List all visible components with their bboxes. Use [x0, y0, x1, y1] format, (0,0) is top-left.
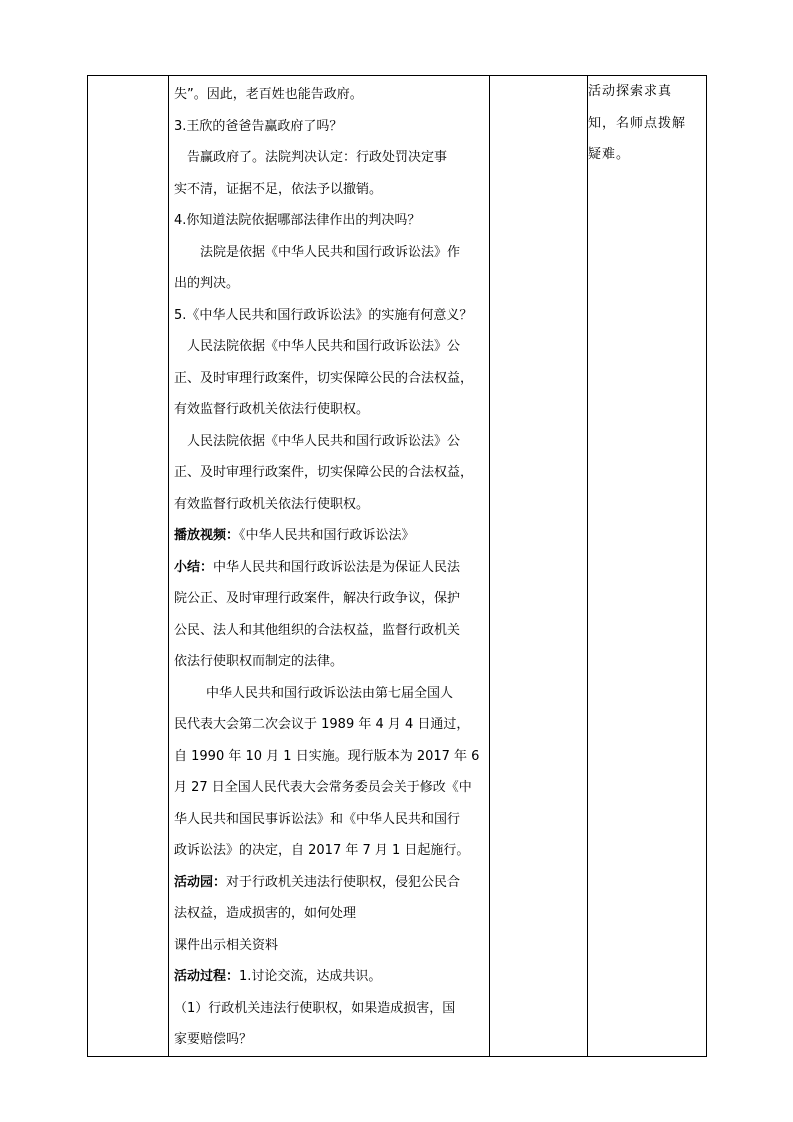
answer-line: 实不清，证据不足，依法予以撤销。 — [174, 181, 383, 197]
table-row — [88, 76, 707, 1057]
side-line: 疑难。 — [588, 147, 631, 162]
text-line: 法权益，造成损害的，如何处理 — [174, 906, 357, 921]
design-intent-cell — [588, 76, 707, 1057]
side-line: 活动探索求真 — [588, 84, 673, 99]
question-line: 3.王欣的爸爸告赢政府了吗？ — [174, 118, 343, 134]
text-line: 院公正、及时审理行政案件，解决行政争议，保护 — [174, 591, 461, 606]
summary-label: 小结： — [174, 559, 214, 575]
text-line: 失”。因此，老百姓也能告政府。 — [174, 87, 363, 102]
text-line: 民代表大会第二次会议于 1989 年 4 月 4 日通过， — [174, 717, 470, 732]
text-line: 中华人民共和国行政诉讼法由第七届全国人 — [206, 685, 454, 701]
text-line: 自 1990 年 10 月 1 日实施。现行版本为 2017 年 6 — [174, 748, 480, 764]
summary-text: 中华人民共和国行政诉讼法是为保证人民法 — [213, 559, 461, 575]
text-line: 政诉讼法》的决定，自 2017 年 7 月 1 日起施行。 — [174, 843, 470, 858]
answer-line: 告赢政府了。法院判决认定：行政处罚决定事 — [187, 150, 448, 165]
answer-line: 正、及时审理行政案件，切实保障公民的合法权益， — [174, 370, 474, 386]
question-line: 4.你知道法院依据哪部法律作出的判决吗？ — [174, 213, 421, 228]
answer-line: 人民法院依据《中华人民共和国行政诉讼法》公 — [187, 339, 461, 354]
activity-label: 活动园： — [174, 874, 227, 890]
teaching-process-cell — [169, 76, 490, 1057]
answer-line: 人民法院依据《中华人民共和国行政诉讼法》公 — [187, 433, 461, 449]
text-line: （1）行政机关违法行使职权，如果造成损害，国 — [174, 1000, 456, 1016]
text-line: 家要赔偿吗？ — [174, 1032, 253, 1047]
answer-line: 出的判决。 — [174, 276, 240, 291]
answer-line: 正、及时审理行政案件，切实保障公民的合法权益， — [174, 465, 474, 480]
video-line — [174, 520, 485, 552]
text-line: 公民、法人和其他组织的合法权益，监督行政机关 — [174, 622, 461, 638]
text-line: 课件出示相关资料 — [174, 937, 279, 953]
video-title: 《中华人民共和国行政诉讼法》 — [239, 528, 415, 543]
process-text: 1.讨论交流，达成共识。 — [239, 969, 382, 984]
lesson-plan-table — [87, 75, 707, 1057]
video-label: 播放视频： — [174, 528, 240, 543]
answer-line: 有效监督行政机关依法行使职权。 — [174, 402, 370, 417]
text-line: 华人民共和国民事诉讼法》和《中华人民共和国行 — [174, 811, 461, 827]
activity-text: 对于行政机关违法行使职权，侵犯公民合 — [226, 874, 461, 890]
answer-line: 法院是依据《中华人民共和国行政诉讼法》作 — [200, 244, 461, 260]
empty-cell-left — [88, 76, 169, 1057]
process-label: 活动过程： — [174, 969, 240, 984]
text-line: 依法行使职权而制定的法律。 — [174, 654, 344, 669]
text-line: 月 27 日全国人民代表大会常务委员会关于修改《中 — [174, 780, 472, 795]
empty-cell-middle — [490, 76, 588, 1057]
activity-line — [174, 867, 485, 899]
question-line: 5.《中华人民共和国行政诉讼法》的实施有何意义？ — [174, 307, 473, 323]
summary-line — [174, 552, 485, 584]
process-line — [174, 961, 485, 993]
side-line: 知，名师点拨解 — [588, 115, 687, 131]
answer-line: 有效监督行政机关依法行使职权。 — [174, 496, 370, 512]
